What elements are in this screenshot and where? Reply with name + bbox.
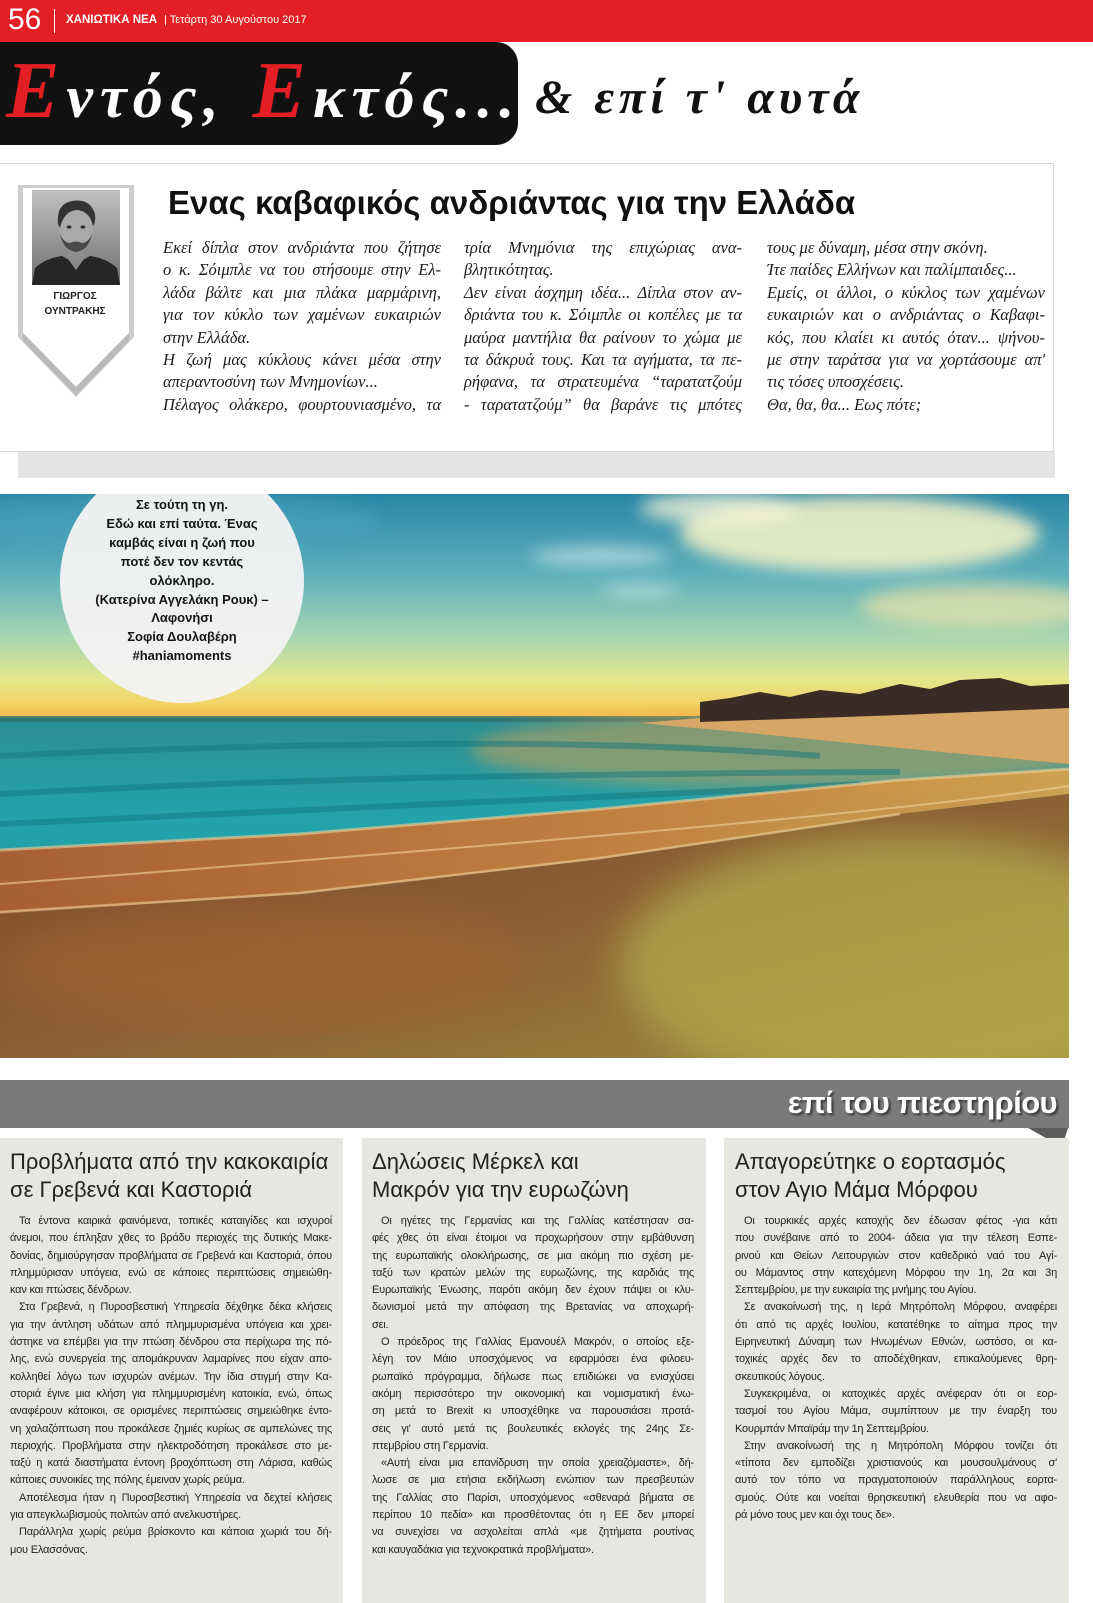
- article-text-line: να συνεχίσει να ασχολείται απλά «με ζητήματα ρουτίνας: [372, 1526, 694, 1539]
- column-text-line: Ίτε παίδες Ελλήνων και παλίμπαιδες...: [767, 260, 1017, 280]
- author-last-name: ΟΥΝΤΡΑΚΗΣ: [44, 306, 106, 317]
- caption-line: Λαφονήσι: [151, 610, 213, 626]
- article-text-line: που συνέβαινε από το 2004- άδεια για την τέλεση Εσπε-: [735, 1232, 1057, 1245]
- column-text-col-2: [464, 237, 742, 416]
- headline-line: Δηλώσεις Μέρκελ και: [372, 1149, 579, 1174]
- article-text-line: Κουρμπάν Μπαϊράμ την 1η Σεπτεμβρίου.: [735, 1422, 929, 1435]
- article-text-line: Στην ανακοίνωσή της η Μητρόπολη Μόρφου τονίζει ότι: [744, 1439, 1057, 1452]
- article-text-line: λωσε σε μια ετήσια εκδήλωση ενώπιον των πρεσβευτών: [372, 1474, 694, 1487]
- article-text-line: κάποιες συνοικίες της πόλης έμειναν χωρίς ρεύμα.: [10, 1474, 245, 1487]
- column-text-line: για τον κύκλο των χαμένων ευκαιριών: [163, 305, 441, 325]
- headline-line: σε Γρεβενά και Καστοριά: [10, 1177, 253, 1202]
- section-title: [6, 47, 522, 135]
- column-text-line: δριάντα του κ. Σόιμπλε οι κοπέλες με τα: [464, 305, 742, 325]
- article-headline: [735, 1148, 1060, 1204]
- article-text-line: νη χαλαζόπτωση που προκάλεσε ζημιές κυρίως σε αμπελώνες της: [10, 1422, 332, 1435]
- beach-sunset-photo: [0, 494, 1069, 1058]
- article-body: [372, 1213, 694, 1559]
- column-text-line: τα δάκρυά τους. Και τα αγήματα, τα πε-: [464, 350, 742, 370]
- column-text-line: ο κ. Σόιμπλε να του στήσουμε στην Ελ-: [163, 260, 441, 280]
- article-text-line: σμούς. Ούτε και νοείται θρησκευτική ελευθερία που να αφο-: [735, 1491, 1057, 1504]
- section-subtitle: & επί τ' αυτά: [535, 71, 865, 124]
- news-article-1: [0, 1138, 343, 1603]
- author-name: [20, 289, 130, 319]
- article-text-line: και καυγαδάκια για τεχνοκρατικά προβλήματα».: [372, 1543, 594, 1556]
- column-text-col-3: [767, 237, 1045, 416]
- article-text-line: Οι ηγέτες της Γερμανίας και της Γαλλίας κατέστησαν σα-: [381, 1215, 694, 1227]
- article-text-line: για την άντληση υδάτων από πλημμυρισμένα υπόγεια και χρει-: [10, 1318, 332, 1331]
- article-text-line: περίπου 10 πεδία» και προσθέτοντας ότι η ΕΕ δεν μπορεί: [372, 1509, 694, 1522]
- article-text-line: Αποτέλεσμα ήταν η Πυροσβεστική Υπηρεσία να δεχτεί κλήσεις: [19, 1491, 332, 1504]
- headline-line: Μακρόν για την ευρωζώνη: [372, 1177, 629, 1202]
- press-section-label: επί του πιεστηρίου: [787, 1085, 1057, 1120]
- column-text-line: τρία Μνημόνια της επιχώριας ανα-: [464, 238, 742, 257]
- article-text-line: της ευρωπαϊκής ολοκλήρωσης, σε μια ακόμη πιο σχέση με-: [372, 1249, 694, 1262]
- column-text-line: με στην ταράτσα για να χορτάσουμε απ': [767, 350, 1045, 370]
- article-text-line: πτεμβρίου στη Γερμανία.: [372, 1439, 489, 1452]
- headline-line: στον Αγιο Μάμα Μόρφου: [735, 1177, 978, 1202]
- article-text-line: κολληθεί λόγω των ισχυρών ανέμων. Την ίδια στιγμή στην Κα-: [10, 1370, 332, 1383]
- article-text-line: για απεγκλωβισμούς πολιτών από ανελκυστήρες.: [10, 1509, 242, 1522]
- author-first-name: ΓΙΩΡΓΟΣ: [53, 291, 97, 302]
- article-text-line: Ειρηνευτική Δύναμη των Ηνωμένων Εθνών, ωστόσο, οι κα-: [735, 1336, 1057, 1349]
- column-text-line: Πέλαγος ολάκερο, φουρτουνιασμένο, τα: [163, 394, 441, 414]
- column-text-line: απεραντοσύνη των Μνημονίων...: [163, 372, 378, 392]
- article-text-line: φές χθες ότι είναι έτοιμοι να προχωρήσουν στην εμβάθυνση: [372, 1232, 694, 1245]
- header-divider: [54, 9, 55, 33]
- column-text-line: λάδα βάλτε και μια πλάκα μαρμάρινη,: [163, 282, 441, 302]
- article-text-line: σεις γι' αυτό μετά τις βουλευτικές εκλογές της 24ης Σε-: [372, 1422, 694, 1435]
- section-title-initial: Ε: [6, 47, 67, 135]
- article-text-line: σει.: [372, 1318, 389, 1331]
- article-text-line: της Γαλλίας στο Παρίσι, υποσχόμενος «σθεναρά βήματα σε: [372, 1491, 694, 1504]
- caption-line: ποτέ δεν τον κεντάς: [120, 553, 244, 569]
- article-text-line: καν και πτώσεις δένδρων.: [10, 1284, 132, 1297]
- column-text-line: βλητικότητας.: [464, 260, 554, 280]
- article-text-line: Τα έντονα καιρικά φαινόμενα, τοπικές καταιγίδες και ισχυροί: [19, 1215, 332, 1227]
- article-text-line: στοριά έγινε μια κλήση για πλημμυρισμένη κατοικία, ενώ, όπως: [10, 1387, 332, 1400]
- article-text-line: τασμοί του Αγίου Μάμα, συμπίπτουν με την έναρξη του: [735, 1405, 1057, 1418]
- article-text-line: ρωπαϊκό πρόγραμμα, δήλωσε πως επιδιώκει να ενισχύσει: [372, 1370, 694, 1383]
- article-text-line: ταξύ των κρατών μελών της ευρωζώνης, της καρδιάς της: [372, 1266, 694, 1279]
- headline-line: Προβλήματα από την κακοκαιρία: [10, 1149, 329, 1174]
- column-text-line: τις τόσες υποσχέσεις.: [767, 372, 904, 392]
- column-text-line: ευκαιριών και ο ανδριάντας ο Καβαφι-: [767, 305, 1045, 325]
- article-text-line: ου Μάμαντος στην κατεχόμενη Μόρφου την 1η, 2α και 3η: [735, 1266, 1057, 1279]
- article-text-line: ση μετά το Brexit κι υποσχέθηκε να παρουσιάσει προτά-: [372, 1405, 694, 1418]
- newspaper-name: ΧΑΝΙΩΤΙΚΑ ΝΕΑ: [66, 14, 158, 26]
- issue-date: | Τετάρτη 30 Αυγούστου 2017: [164, 14, 307, 26]
- headline-line: Απαγορεύτηκε ο εορτασμός: [735, 1149, 1006, 1174]
- column-text-line: - ταρατατζούμ” θα βαράνε τις μπότες: [464, 394, 742, 414]
- column-text-col-1: [163, 237, 441, 416]
- caption-line: Σε τούτη τη γη.: [135, 497, 229, 512]
- column-text-line: Εκεί δίπλα στον ανδριάντα που ζήτησε: [163, 238, 441, 257]
- article-text-line: δωνισμοί μετά την απόφαση της Βρετανίας να αποχωρή-: [372, 1301, 694, 1314]
- article-text-line: Ευρωπαϊκής Ένωσης, παρότι ακόμη δεν έχουν πάψει οι κλυ-: [372, 1284, 694, 1297]
- article-text-line: «Αυτή είναι μια επανίδρυση την οποία χρειαζόμαστε», δή-: [381, 1457, 694, 1470]
- column-text-line: ρήφανα, τα στρατευμένα “ταρατατζούμ: [464, 372, 742, 392]
- article-text-line: τοχικές αρχές δεν το αποδέχθηκαν, επικαλούμενες θρη-: [735, 1353, 1057, 1366]
- caption-line: ολόκληρο.: [149, 572, 215, 588]
- column-text-line: κός, που κλαίει κι αυτός όταν... ψήνου-: [767, 327, 1045, 347]
- article-text-line: ακόμη περισσότερο την οικονομική και νομισματική ένω-: [372, 1387, 694, 1400]
- article-headline: [372, 1148, 697, 1204]
- section-title-initial: Ε: [252, 47, 313, 135]
- article-text-line: δονίας, δημιούργησαν προβλήματα σε Γρεβενά και Καστοριά, όπου: [10, 1249, 332, 1262]
- article-text-line: ότι από τις αρχές Ιουλίου, κατατέθηκε το αίτημα προς την: [735, 1318, 1057, 1331]
- article-text-line: «τίποτα δεν εμποδίζει χριστιανούς και μουσουλμάνους σ': [735, 1457, 1057, 1470]
- article-body: [735, 1213, 1057, 1524]
- page-number: 56: [8, 3, 42, 36]
- article-body: [10, 1213, 332, 1559]
- article-text-line: περιοχής. Προβλήματα στην ηλεκτροδότηση προκάλεσε στο με-: [10, 1439, 332, 1452]
- section-title-word: ντός,: [66, 64, 226, 130]
- author-photo: [32, 190, 120, 285]
- caption-line: καμβάς είναι η ζωή που: [109, 534, 255, 550]
- article-text-line: Στα Γρεβενά, η Πυροσβεστική Υπηρεσία δέχθηκε δέκα κλήσεις: [19, 1301, 332, 1314]
- article-text-line: πλημμύρισαν υπόγεια, ενώ σε κάποιες περιπτώσεις σημειώθη-: [10, 1266, 332, 1279]
- article-text-line: λέγη τον Μάιο υποσχόμενος να εφαρμόσει ένα φιλοευ-: [372, 1353, 694, 1366]
- column-text-line: τους με δύναμη, μέσα στην σκόνη.: [767, 238, 988, 257]
- news-article-3: [724, 1138, 1069, 1603]
- article-text-line: Οι τουρκικές αρχές κατοχής δεν έδωσαν φέτος -για κάτι: [744, 1215, 1057, 1227]
- column-text-line: Η ζωή μας κύκλους κάνει μέσα στην: [163, 350, 441, 370]
- article-text-line: Σε ανακοίνωσή της, η Ιερά Μητρόπολη Μόρφου, αναφέρει: [744, 1301, 1057, 1314]
- article-text-line: λης, ενώ συνεργεία της απομάκρυναν λαμαρίνες που είχαν απο-: [10, 1353, 332, 1366]
- article-text-line: αναφέρουν κάτοικοι, σε ορισμένες περιπτώσεις σημειώθηκε έντο-: [10, 1405, 332, 1418]
- column-text-line: Δεν είναι άσχημη ιδέα... Δίπλα στον αν-: [464, 282, 742, 302]
- article-text-line: ρινού και Θείων Λειτουργιών στον καθεδρικό ναό του Αγί-: [735, 1249, 1057, 1262]
- caption-line: #haniamoments: [132, 648, 232, 664]
- column-headline: Ενας καβαφικός ανδριάντας για την Ελλάδα: [168, 184, 856, 221]
- news-article-2: [362, 1138, 706, 1603]
- column-text-line: μαύρα μαντήλια θα ραίνουν το χώμα με: [464, 327, 742, 347]
- article-text-line: ταξύ η κατά διαστήματα έντονη βροχόπτωση στη Λάρισα, καθώς: [10, 1457, 332, 1470]
- article-text-line: άστηκε να επέμβει για την πτώση δένδρου στα περίχωρα της πό-: [10, 1336, 332, 1349]
- column-text-line: στην Ελλάδα.: [163, 327, 251, 347]
- section-title-word: κτός...: [312, 64, 522, 130]
- column-shadow-strip: [18, 452, 1055, 478]
- article-text-line: Παράλληλα χωρίς ρεύμα βρίσκοντο και κάποια χωριά του δή-: [19, 1526, 332, 1539]
- article-text-line: ρά μόνο τους μεν και όχι τους δε».: [735, 1509, 895, 1522]
- article-text-line: αυτό τον τόπο να πραγματοποιούν παράλληλους εορτα-: [735, 1474, 1057, 1487]
- article-text-line: Συγκεκριμένα, οι κατοχικές αρχές ανέφεραν ότι οι εορ-: [744, 1387, 1057, 1400]
- article-text-line: Σεπτεμβρίου, με την ευκαιρία της μνήμης του Αγίου.: [735, 1284, 977, 1297]
- article-headline: [10, 1148, 335, 1204]
- caption-line: Εδώ και επί ταύτα. Ένας: [106, 515, 258, 531]
- article-text-line: άνεμοι, που έπληξαν χθες το βράδυ περιοχές της δυτικής Μακε-: [10, 1232, 332, 1245]
- article-text-line: Ο πρόεδρος της Γαλλίας Εμανουέλ Μακρόν, ο οποίος εξε-: [381, 1336, 694, 1349]
- column-text-line: Εμείς, οι άλλοι, ο κύκλος των χαμένων: [767, 282, 1045, 302]
- article-text-line: μου Ελασσόνας.: [10, 1543, 88, 1556]
- caption-line: Σοφία Δουλαβέρη: [127, 629, 237, 645]
- caption-line: (Κατερίνα Αγγελάκη Ρουκ) –: [95, 591, 269, 607]
- article-text-line: σκευτικούς λόγους.: [735, 1370, 825, 1383]
- column-text-line: Θα, θα, θα... Εως πότε;: [767, 394, 922, 414]
